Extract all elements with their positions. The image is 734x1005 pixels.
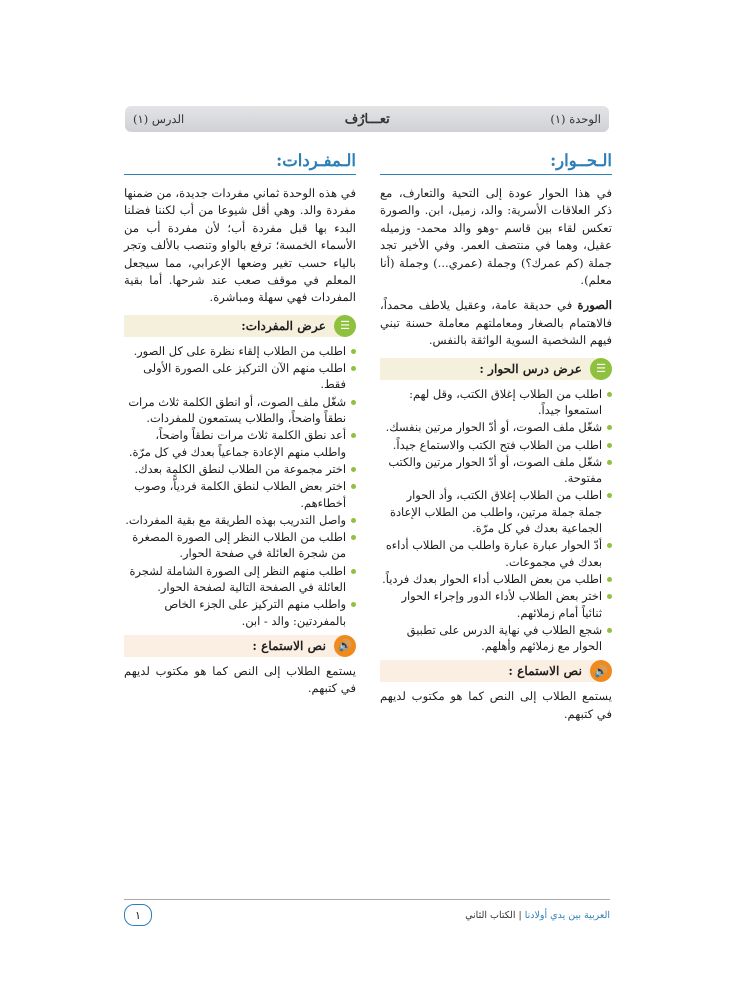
vocabulary-title: الـمفـردات: [124, 150, 356, 175]
page-footer [124, 899, 610, 922]
header-title: تعـــارُف [344, 111, 390, 127]
list-item: واطلب منهم التركيز على الجزء الخاص بالمفردتين: والد - ابن. [124, 596, 356, 629]
list-item: اطلب من الطلاب إغلاق الكتب، وأد الحوار جملة جملة مرتين، واطلب من الطلاب الإعادة الجماعية بعدك في كل مرّة. [380, 487, 612, 536]
list-icon: ☰ [334, 315, 356, 337]
list-item: شغّل ملف الصوت، أو أدّ الحوار مرتين بنفسك. [380, 419, 612, 435]
vocabulary-listen-title: نص الاستماع : [252, 638, 326, 653]
list-item: اختر بعض الطلاب لنطق الكلمة فردياًّ، وصوب أخطاءهم. [124, 478, 356, 511]
list-item: اختر بعض الطلاب لأداء الدور وإجراء الحوار ثنائياً أمام زملائهم. [380, 588, 612, 621]
dialogue-column [380, 150, 612, 731]
list-item: أدّ الحوار عبارة عبارة واطلب من الطلاب أداءه بعدك في مجموعات. [380, 537, 612, 570]
dialogue-steps [380, 386, 612, 655]
lesson-label: الدرس (١) [133, 112, 185, 126]
vocabulary-present-title: عرض المفردات: [241, 318, 326, 333]
vocabulary-present-bar [124, 315, 356, 337]
dialogue-listen-bar [380, 660, 612, 682]
list-item: شغّل ملف الصوت، أو أدّ الحوار مرتين والكتب مفتوحة. [380, 454, 612, 487]
list-item: اطلب من الطلاب إلقاء نظرة على كل الصور. [124, 343, 356, 359]
list-item: اطلب من بعض الطلاب أداء الحوار بعدك فردياً. [380, 571, 612, 587]
vocabulary-steps [124, 343, 356, 629]
image-text: في حديقة عامة، وعقيل يلاطف محمداً، فالاهتمام بالصغار ومعاملتهم معاملة حسنة تبني فيهم الشخصية السوية الواثقة بالنفس. [380, 298, 612, 348]
unit-label: الوحدة (١) [550, 112, 601, 126]
list-item: اطلب منهم النظر إلى الصورة الشاملة لشجرة العائلة في الصفحة التالية لصفحة الحوار. [124, 563, 356, 596]
list-icon: ☰ [590, 358, 612, 380]
series-name: العربية بين يدي أولادنا [524, 910, 610, 921]
list-item: اطلب منهم الآن التركيز على الصورة الأولى فقط. [124, 360, 356, 393]
dialogue-present-bar [380, 358, 612, 380]
list-item: شغّل ملف الصوت، أو انطق الكلمة ثلاث مرات نطقاً واضحاً، والطلاب يستمعون للمفردات. [124, 394, 356, 427]
vocabulary-listen-bar [124, 635, 356, 657]
image-label: الصورة [577, 298, 612, 313]
vocabulary-column [124, 150, 356, 706]
list-item: شجع الطلاب في نهاية الدرس على تطبيق الحوار مع زملائهم وأهلهم. [380, 622, 612, 655]
dialogue-present-title: عرض درس الحوار : [479, 361, 582, 376]
book-name: الكتاب الثاني [465, 910, 516, 921]
dialogue-listen-text: يستمع الطلاب إلى النص كما هو مكتوب لديهم في كتبهم. [380, 689, 612, 721]
vocabulary-intro: في هذه الوحدة ثماني مفردات جديدة، من ضمنها مفردة والد. وهي أقل شيوعا من أب لكننا فضلنا البدء بها قبل مفردة أب؛ لأن مفردة أب من الأسماء الخمسة؛ ترفع بالواو وتنصب بالألف وتجر بالياء حسب تغير وضعها الإعرابي، مما سيجعل المعلم في موقف صعب عند شرحها. أما بقية المفردات فهي سهلة ومباشرة. [124, 186, 356, 305]
speaker-icon: 🔊 [334, 635, 356, 657]
list-item: اطلب من الطلاب فتح الكتب والاستماع جيداً. [380, 437, 612, 453]
page-number: ١ [124, 904, 152, 926]
list-item: اختر مجموعة من الطلاب لنطق الكلمة بعدك. [124, 461, 356, 477]
list-item: أعد نطق الكلمة ثلاث مرات نطقاً واضحاً، واطلب منهم الإعادة جماعياً بعدك في كل مرّة. [124, 427, 356, 460]
list-item: اطلب من الطلاب النظر إلى الصورة المصغرة من شجرة العائلة في صفحة الحوار. [124, 529, 356, 562]
footer-text [465, 910, 610, 921]
speaker-icon: 🔊 [590, 660, 612, 682]
list-item: واصل التدريب بهذه الطريقة مع بقية المفردات. [124, 512, 356, 528]
list-item: اطلب من الطلاب إغلاق الكتب، وقل لهم: استمعوا جيداً. [380, 386, 612, 419]
dialogue-title: الـحــوار: [380, 150, 612, 175]
dialogue-intro: في هذا الحوار عودة إلى التحية والتعارف، مع ذكر العلاقات الأسرية: والد، زميل، ابن. والصورة تعكس لقاء بين قاسم -وهو والد محمد- وزميله عقيل، وهما في منتصف العمر. وفي الأخير تجد جملة (كم عمرك؟) وجملة (عمري...) وجملة (أنا معلم). [380, 186, 612, 288]
dialogue-listen-title: نص الاستماع : [508, 664, 582, 679]
footer-divider: | [515, 910, 525, 921]
page-header [125, 106, 609, 132]
vocabulary-listen-text: يستمع الطلاب إلى النص كما هو مكتوب لديهم في كتبهم. [124, 663, 356, 696]
dialogue-image-note [380, 297, 612, 349]
